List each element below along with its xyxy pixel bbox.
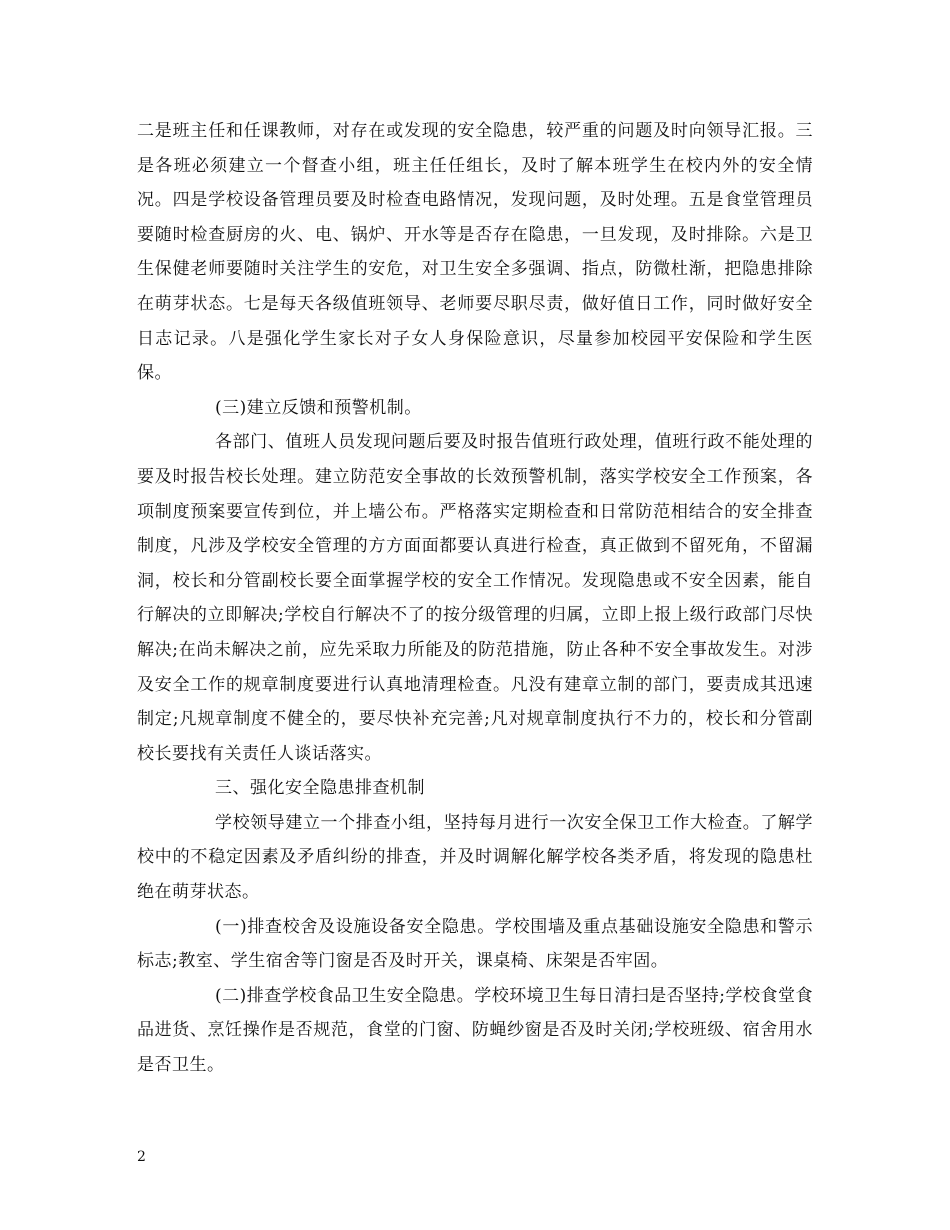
document-body [137, 114, 813, 1083]
paragraph-food-hygiene-hazards: (二)排查学校食品卫生安全隐患。学校环境卫生每日清扫是否坚持;学校食堂食品进货、烹饪操作是否规范，食堂的门窗、防蝇纱窗是否及时关闭;学校班级、宿舍用水是否卫生。 [137, 985, 813, 1076]
paragraph-feedback-warning: 各部门、值班人员发现问题后要及时报告值班行政处理，值班行政不能处理的要及时报告校长处理。建立防范安全事故的长效预警机制，落实学校安全工作预案，各项制度预案要宣传到位，并上墙公布。严格落实定期检查和日常防范相结合的安全排查制度，凡涉及学校安全管理的方方面面都要认真进行检查，真正做到不留死角，不留漏洞，校长和分管副校长要全面掌握学校的安全工作情况。发现隐患或不安全因素，能自行解决的立即解决;学校自行解决不了的按分级管理的归属，立即上报上级行政部门尽快解决;在尚未解决之前，应先采取力所能及的防范措施，防止各种不安全事故发生。对涉及安全工作的规章制度要进行认真地清理检查。凡没有建章立制的部门，要责成其迅速制定;凡规章制度不健全的，要尽快补充完善;凡对规章制度执行不力的，校长和分管副校长要找有关责任人谈话落实。 [137, 432, 813, 764]
page-number: 2 [137, 1149, 146, 1165]
paragraph-inspection-team: 学校领导建立一个排查小组，坚持每月进行一次安全保卫工作大检查。了解学校中的不稳定因素及矛盾纠纷的排查，并及时调解化解学校各类矛盾，将发现的隐患杜绝在萌芽状态。 [137, 812, 813, 903]
section-heading-hazard-inspection: 三、强化安全隐患排查机制 [215, 778, 425, 799]
paragraph-safety-duties: 二是班主任和任课教师，对存在或发现的安全隐患，较严重的问题及时向领导汇报。三是各班必须建立一个督查小组，班主任任组长，及时了解本班学生在校内外的安全情况。四是学校设备管理员要及时检查电路情况，发现问题，及时处理。五是食堂管理员要随时检查厨房的火、电、锅炉、开水等是否存在隐患，一旦发现，及时排除。六是卫生保健老师要随时关注学生的安危，对卫生安全多强调、指点，防微杜渐，把隐患排除在萌芽状态。七是每天各级值班领导、老师要尽职尽责，做好值日工作，同时做好安全日志记录。八是强化学生家长对子女人身保险意识，尽量参加校园平安保险和学生医保。 [137, 121, 813, 384]
paragraph-facility-hazards: (一)排查校舍及设施设备安全隐患。学校围墙及重点基础设施安全隐患和警示标志;教室、学生宿舍等门窗是否及时开关，课桌椅、床架是否牢固。 [137, 916, 813, 972]
section-heading-feedback-warning: (三)建立反馈和预警机制。 [215, 397, 422, 418]
